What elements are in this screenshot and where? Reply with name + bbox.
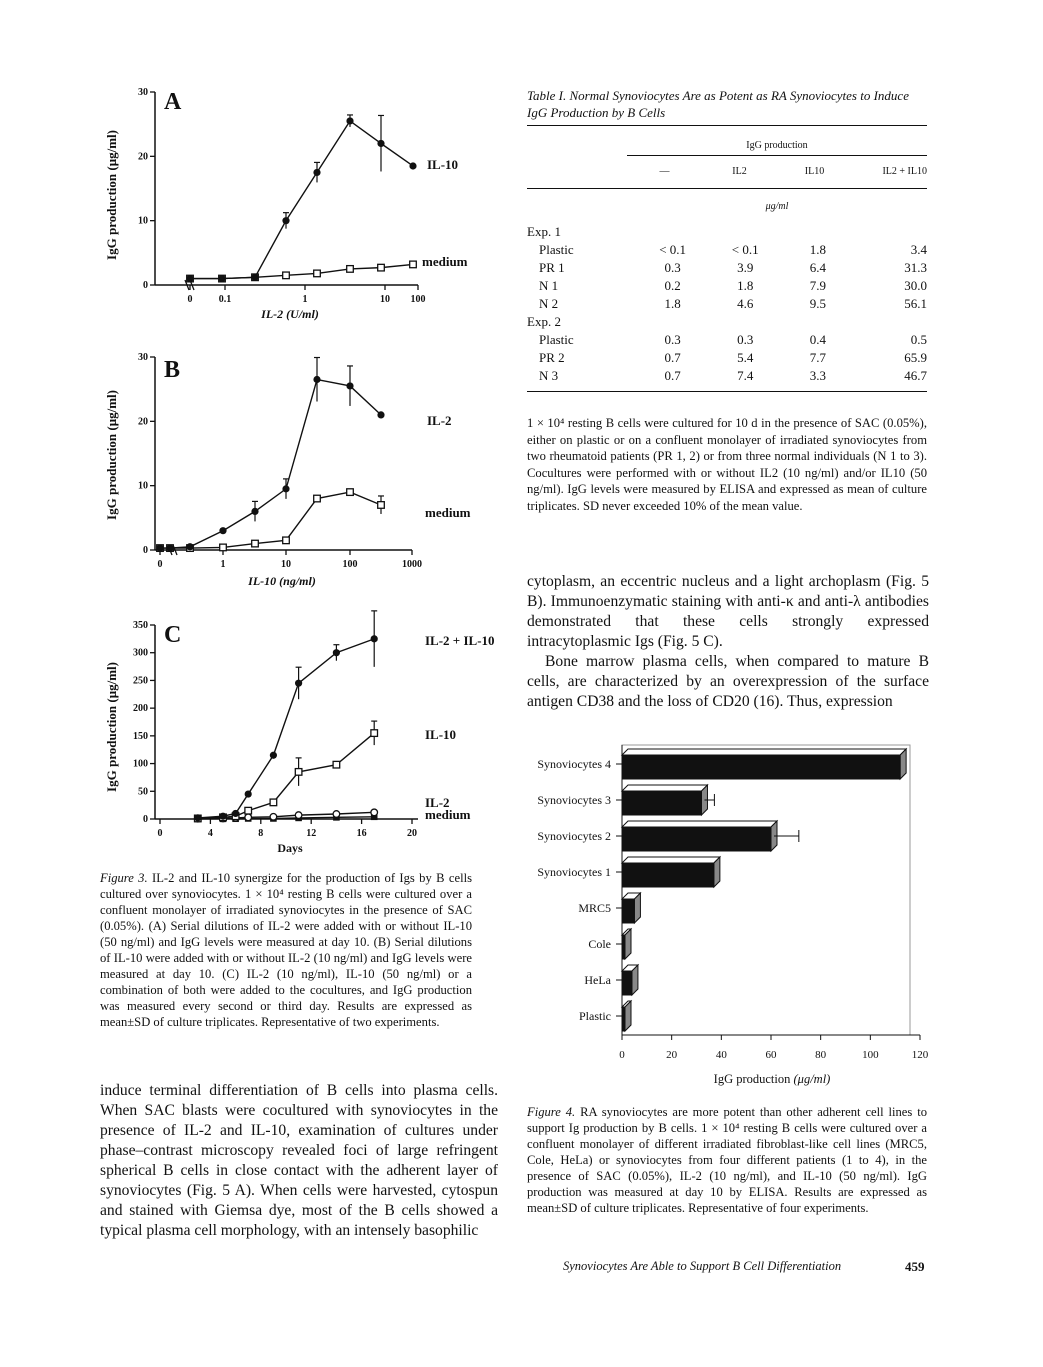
table1-row-label: PR 2: [539, 350, 565, 365]
table1-row: [527, 241, 927, 259]
table1-cell: 30.0: [904, 278, 927, 293]
table1-col-2: IL10: [804, 166, 825, 177]
table1-cell: 6.4: [809, 260, 826, 275]
panel-a-il10-point: [251, 274, 258, 281]
table1: [527, 125, 927, 392]
x-tick-label: 8: [258, 828, 264, 839]
figure4-category-label: Synoviocytes 3: [537, 793, 611, 807]
table1-cell: 5.4: [737, 350, 754, 365]
table1-row-label: Exp. 1: [527, 224, 561, 239]
y-tick-label: 200: [133, 703, 148, 715]
x-tick-label: 100: [410, 294, 426, 305]
figure4-bar: [622, 791, 701, 815]
table1-cell: 0.7: [664, 368, 681, 383]
table1-cell: 1.8: [664, 296, 681, 311]
figure4-bar-top: [622, 785, 707, 791]
x-tick-label: 1: [220, 559, 226, 570]
panel-b-il2-point: [313, 376, 320, 383]
x-tick-label: 12: [306, 828, 317, 839]
figure4-bar-side: [632, 965, 638, 995]
y-tick-label: 100: [133, 758, 148, 770]
right-paragraph-1: cytoplasm, an eccentric nucleus and a light archoplasm (Fig. 5 B). Immunoenzymatic staining with anti-κ and anti-λ antibodies demonstrated that these cells strongly expressed intracytoplasmic Igs (Fig. 5 C).: [527, 573, 929, 650]
x-tick-label: 100: [342, 559, 358, 570]
figure3-caption-lead: Figure 3.: [100, 871, 148, 885]
table1-cell: [636, 313, 709, 331]
panel-b-il2-point: [282, 485, 289, 492]
panel-b-il2-point: [186, 543, 193, 550]
y-tick-label: 10: [138, 215, 148, 227]
table1-cell: 46.7: [904, 368, 927, 383]
right-body-text: [527, 572, 929, 712]
panel-b-il2-point: [377, 411, 384, 418]
figure4-category-label: Cole: [588, 937, 611, 951]
y-tick-label: 0: [143, 545, 148, 556]
table1-cell: 7.4: [737, 368, 754, 383]
panel-c-both-label: IL-2 + IL-10: [425, 633, 495, 648]
running-title: Synoviocytes Are Able to Support B Cell Differentiation: [563, 1259, 842, 1273]
table1-row-label: Plastic: [539, 242, 574, 257]
panel-b-il2-label: IL-2: [427, 413, 452, 428]
table1-row-label: Exp. 2: [527, 314, 561, 329]
panel-b-il2-point: [346, 382, 353, 389]
panel-b-medium-point: [252, 540, 259, 547]
panel-c-il10-point: [270, 799, 277, 806]
y-tick-label: 150: [133, 730, 148, 742]
figure4-bar-top: [622, 749, 906, 755]
panel-c-il2-point: [371, 809, 378, 816]
x-tick-label: 10: [281, 559, 291, 570]
figure4-caption: [527, 1104, 927, 1216]
figure4-category-label: MRC5: [578, 901, 611, 915]
table1-cell: 3.9: [737, 260, 754, 275]
panel-b-xlabel: IL-10 (ng/ml): [248, 574, 316, 588]
panel-b-il2-point: [219, 527, 226, 534]
table1-cell: 3.4: [910, 242, 927, 257]
panel-a-il10-point: [218, 275, 225, 282]
panel-b-il2-point: [251, 508, 258, 515]
panel-b-medium-point: [314, 495, 321, 502]
panel-b-il2-point: [166, 544, 173, 551]
figure4-xlabel: IgG production (μg/ml): [713, 1072, 831, 1086]
panel-b-label: B: [164, 357, 181, 383]
page-number: 459: [905, 1259, 925, 1274]
figure3-panel-b: [100, 350, 480, 595]
panel-c-both-point: [371, 635, 378, 642]
figure3-caption: [100, 870, 472, 1030]
panel-c-il10-point: [333, 761, 340, 768]
figure4-bar: [622, 755, 900, 779]
panel-a-il10-point: [186, 275, 193, 282]
panel-c-both-point: [219, 813, 226, 820]
figure3-panel-c: [100, 615, 495, 860]
table1-cell: 0.7: [664, 350, 681, 365]
table1-cell: 4.6: [737, 296, 754, 311]
figure4-bar: [622, 827, 771, 851]
panel-c-ylabel: IgG production (μg/ml): [104, 662, 119, 792]
figure4-bar-top: [622, 857, 720, 863]
table1-cell: [782, 223, 855, 241]
right-paragraph-2: Bone marrow plasma cells, when compared to mature B cells, are characterized by an overexpression of the surface antigen CD38 and the loss of CD20 (16). Thus, expression: [527, 653, 929, 710]
table1-cell: [854, 313, 927, 331]
table1-row-label: Plastic: [539, 332, 574, 347]
x-tick-label: 1: [302, 294, 308, 305]
table1-cell: 31.3: [904, 260, 927, 275]
y-tick-label: 10: [138, 480, 148, 492]
table1-cell: 1.8: [737, 278, 754, 293]
figure4-caption-text: RA synoviocytes are more potent than other adherent cell lines to support Ig production by B cells. 1 × 10⁴ resting B cells were cultured over a confluent monolayer of different irradiated fibroblast-like cell lines (MRC5, Cole, HeLa) or synoviocytes from four different patients (1 to 4), in the presence of SAC (0.05%), IL-2 (10 ng/ml), and IL-10 (50 ng/ml). IgG production was measured at day 10 by ELISA. Results are expressed as mean±SD of culture triplicates. Representative of four experiments.: [527, 1105, 927, 1215]
table1-cell: 0.5: [910, 332, 927, 347]
figure4-bar-side: [714, 857, 720, 887]
panel-c-both-line: [198, 639, 374, 818]
panel-b-medium-point: [283, 537, 290, 544]
panel-a-medium-label: medium: [422, 254, 468, 269]
panel-c-il10-point: [245, 807, 252, 814]
panel-c-il10-label: IL-10: [425, 727, 457, 742]
table1-row: [527, 367, 927, 385]
figure4-category-label: Synoviocytes 1: [537, 865, 611, 879]
panel-c-both-point: [333, 649, 340, 656]
y-tick-label: 30: [138, 352, 148, 363]
panel-c-il10-point: [371, 730, 378, 737]
table1-cell: 0.4: [809, 332, 826, 347]
panel-a-medium-point: [410, 261, 417, 268]
panel-a-ylabel: IgG production (μg/ml): [104, 130, 119, 260]
panel-c-both-point: [232, 810, 239, 817]
figure4-category-label: Synoviocytes 2: [537, 829, 611, 843]
panel-c-il10-line: [198, 733, 374, 818]
table1-cell: [854, 223, 927, 241]
figure4-chart: [510, 740, 930, 1095]
figure3-panel-a: [100, 80, 480, 325]
y-tick-label: 20: [138, 416, 148, 428]
figure4-caption-lead: Figure 4.: [527, 1105, 576, 1119]
panel-c-both-point: [245, 790, 252, 797]
panel-b-il2-line: [160, 380, 381, 549]
table1-footnote: 1 × 10⁴ resting B cells were cultured for 10 d in the presence of SAC (0.05%), either on plastic or on a confluent monolayer of irradiated synoviocytes from two rheumatoid patients (PR 1, 2) or from three normal individuals (N 1 to 3). Cocultures were performed with or without IL2 (10 ng/ml) and/or IL10 (50 ng/ml). IgG levels were measured by ELISA and expressed as mean of culture triplicates. SD never exceeded 10% of the mean value.: [527, 416, 927, 513]
table1-col-0: —: [659, 166, 670, 177]
panel-b-medium-label: medium: [425, 505, 471, 520]
table1-row-label: N 1: [539, 278, 559, 293]
panel-c-il2-point: [333, 811, 340, 818]
table1-cell: 0.2: [664, 278, 681, 293]
table1-row: [527, 259, 927, 277]
panel-a-medium-point: [283, 272, 290, 279]
panel-c-il2-point: [245, 814, 252, 821]
panel-c-il2-point: [295, 812, 302, 819]
table1-cell: 0.3: [737, 332, 754, 347]
table1-body: [527, 223, 927, 385]
figure4-bar-side: [625, 1001, 631, 1031]
y-tick-label: 0: [143, 814, 148, 825]
y-tick-label: 0: [143, 280, 148, 291]
table1-cell: 56.1: [904, 296, 927, 311]
figure4-x-tick-label: 80: [815, 1049, 827, 1061]
table1-row: [527, 223, 927, 241]
table1-cell: < 0.1: [659, 242, 687, 257]
table1-cell: 1.8: [809, 242, 826, 257]
panel-a-il10-point: [346, 117, 353, 124]
panel-b-medium-point: [378, 502, 385, 509]
left-paragraph: induce terminal differentiation of B cells into plasma cells. When SAC blasts were cocultured with synoviocytes in the presence of IL-2 and IL-10, examination of cultures under phase–contrast microscopy revealed foci of large refringent spherical B cells in close contact with the adherent layer of synoviocytes (Fig. 5 A). When cells were harvested, cytospun and stained with Giemsa dye, most of the B cells showed a typical plasma cell morphology, with an intensely basophilic: [100, 1082, 498, 1239]
panel-a-medium-point: [314, 270, 321, 277]
table1-row: [527, 349, 927, 367]
panel-a-il10-point: [409, 162, 416, 169]
panel-a-il10-point: [282, 217, 289, 224]
panel-b-il2-point: [156, 544, 163, 551]
table1-cell: 3.3: [809, 368, 826, 383]
table1-row-label: N 2: [539, 296, 559, 311]
panel-a-medium-point: [347, 266, 354, 273]
figure4-x-tick-label: 120: [911, 1049, 929, 1061]
table1-cell: 65.9: [904, 350, 927, 365]
table1-row: [527, 313, 927, 331]
table1-cell: < 0.1: [731, 242, 759, 257]
table1-cell: 7.7: [809, 350, 826, 365]
y-tick-label: 250: [133, 675, 148, 687]
panel-c-both-point: [194, 814, 201, 821]
figure4-bar: [622, 899, 634, 923]
figure4-category-label: Plastic: [579, 1009, 611, 1023]
table1-cell: 9.5: [809, 296, 826, 311]
x-tick-label: 0.1: [218, 294, 232, 305]
table1-cell: [709, 223, 782, 241]
y-tick-label: 30: [138, 87, 148, 98]
table1-row-label: N 3: [539, 368, 559, 383]
x-tick-label: 16: [356, 828, 367, 839]
figure4-bar-side: [634, 893, 640, 923]
x-tick-label: 10: [380, 294, 390, 305]
figure4-bar-side: [625, 929, 631, 959]
panel-c-il10-point: [295, 769, 302, 776]
figure4-x-tick-label: 0: [619, 1049, 625, 1061]
table1-cell: [636, 223, 709, 241]
panel-a-label: A: [164, 89, 182, 115]
table1-cell: 0.3: [664, 260, 681, 275]
y-tick-label: 350: [133, 620, 148, 631]
figure4-bar-top: [622, 821, 777, 827]
panel-a-medium-point: [378, 264, 385, 271]
panel-b-medium-point: [220, 544, 227, 551]
panel-c-xlabel: Days: [277, 841, 303, 855]
x-tick-label: 20: [407, 828, 417, 839]
table1-title: Table I. Normal Synoviocytes Are as Potent as RA Synoviocytes to Induce IgG Production by B Cells: [527, 88, 909, 120]
y-tick-label: 300: [133, 647, 148, 659]
table1-group-header: IgG production: [746, 140, 808, 151]
figure4-x-tick-label: 40: [715, 1049, 727, 1061]
table1-row: [527, 277, 927, 295]
panel-b-medium-point: [347, 489, 354, 496]
figure4-bar: [622, 863, 714, 887]
table1-cell: 7.9: [809, 278, 826, 293]
panel-a-il10-point: [377, 140, 384, 147]
table1-row-label: PR 1: [539, 260, 565, 275]
figure4-x-tick-label: 60: [765, 1049, 777, 1061]
panel-a-xlabel: IL-2 (U/ml): [261, 307, 319, 321]
panel-c-medium-label: medium: [425, 807, 471, 822]
x-tick-label: 0: [157, 559, 163, 570]
table1-cell: [782, 313, 855, 331]
figure4-bar: [622, 971, 632, 995]
table1-row: [527, 331, 927, 349]
x-tick-label: 0: [157, 828, 163, 839]
panel-a-il10-point: [313, 169, 320, 176]
table1-column-headers: [527, 156, 927, 188]
panel-c-both-point: [270, 752, 277, 759]
table1-cell: 0.3: [664, 332, 681, 347]
figure4-category-label: HeLa: [584, 973, 611, 987]
table1-unit: μg/ml: [765, 201, 789, 212]
panel-a-il10-label: IL-10: [427, 157, 459, 172]
x-tick-label: 4: [207, 828, 213, 839]
figure4-x-tick-label: 20: [666, 1049, 678, 1061]
left-body-text: [100, 1081, 498, 1241]
figure3-caption-text: IL-2 and IL-10 synergize for the production of Igs by B cells cultured over synoviocytes. 1 × 10⁴ resting B cells were cultured over a confluent monolayer of irradiated synoviocytes in the presence of SAC (0.05%). (A) Serial dilutions of IL-2 were added with or without IL-10 (50 ng/ml) and IgG levels were measured at day 10. (B) Serial dilutions of IL-10 were added with or without IL-2 (10 ng/ml) and IgG levels were measured at day 10. (C) IL-2 (10 ng/ml), IL-10 (50 ng/ml) or a combination of both were added to the cocultures, and IgG production was measured every second or third day. Results are expressed as mean±SD of culture triplicates. Representative of two experiments.: [100, 871, 473, 1029]
y-tick-label: 50: [138, 786, 148, 798]
table1-row: [527, 295, 927, 313]
y-tick-label: 20: [138, 151, 148, 163]
figure4-x-tick-label: 100: [862, 1049, 879, 1061]
panel-c-il2-point: [270, 813, 277, 820]
table1-col-1: IL2: [732, 166, 747, 177]
table1-cell: [709, 313, 782, 331]
panel-c-both-point: [295, 680, 302, 687]
x-tick-label: 1000: [402, 559, 422, 570]
panel-c-label: C: [164, 622, 182, 648]
figure4-category-label: Synoviocytes 4: [537, 757, 611, 771]
x-tick-label: 0: [187, 294, 193, 305]
panel-c-il2-label: IL-2: [425, 795, 450, 810]
table1-col-3: IL2 + IL10: [882, 166, 927, 177]
figure4-bar-side: [900, 749, 906, 779]
panel-b-ylabel: IgG production (μg/ml): [104, 390, 119, 520]
